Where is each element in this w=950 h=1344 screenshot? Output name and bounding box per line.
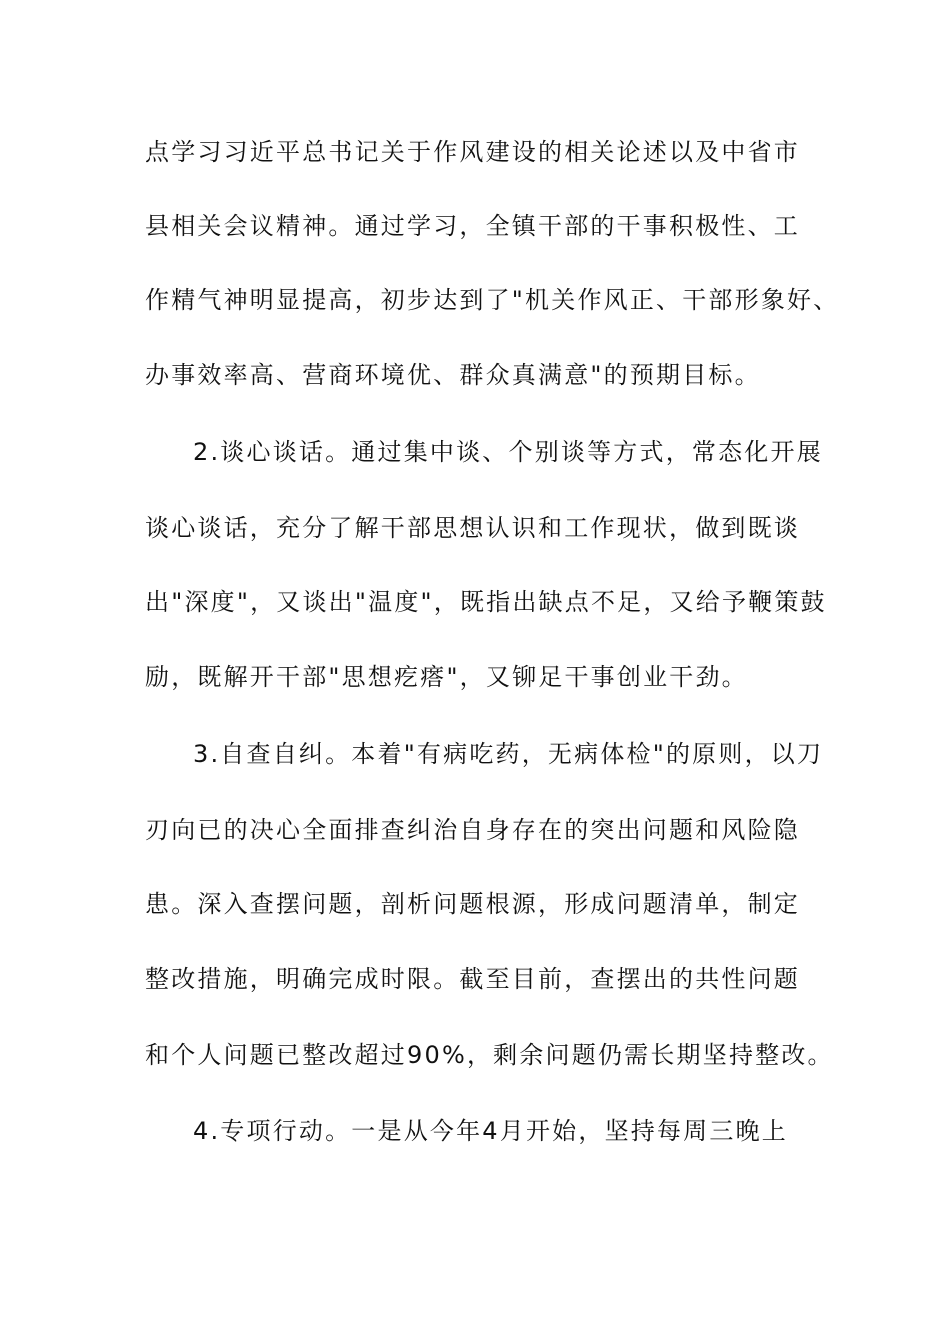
text-line: 县相关会议精神。通过学习，全镇干部的干事积极性、工 [145, 212, 800, 240]
text-line: 整改措施，明确完成时限。截至目前，查摆出的共性问题 [145, 965, 800, 993]
text-line: 患。深入查摆问题，剖析问题根源，形成问题清单，制定 [145, 890, 800, 918]
paragraph-heading-line: 4.专项行动。一是从今年4月开始，坚持每周三晚上 [193, 1117, 788, 1145]
paragraph-heading-line: 2.谈心谈话。通过集中谈、个别谈等方式，常态化开展 [193, 438, 823, 466]
text-line: 励，既解开干部"思想疙瘩"，又铆足干事创业干劲。 [145, 663, 748, 691]
text-line: 作精气神明显提高，初步达到了"机关作风正、干部形象好、 [145, 286, 840, 314]
text-line: 谈心谈话，充分了解干部思想认识和工作现状，做到既谈 [145, 514, 800, 542]
text-line: 点学习习近平总书记关于作风建设的相关论述以及中省市 [145, 138, 800, 166]
text-line: 刃向已的决心全面排查纠治自身存在的突出问题和风险隐 [145, 816, 800, 844]
text-line: 出"深度"，又谈出"温度"，既指出缺点不足，又给予鞭策鼓 [145, 588, 827, 616]
paragraph-heading-line: 3.自查自纠。本着"有病吃药，无病体检"的原则，以刀 [193, 740, 824, 768]
text-line: 和个人问题已整改超过90%，剩余问题仍需长期坚持整改。 [145, 1041, 834, 1069]
text-line: 办事效率高、营商环境优、群众真满意"的预期目标。 [145, 361, 761, 389]
